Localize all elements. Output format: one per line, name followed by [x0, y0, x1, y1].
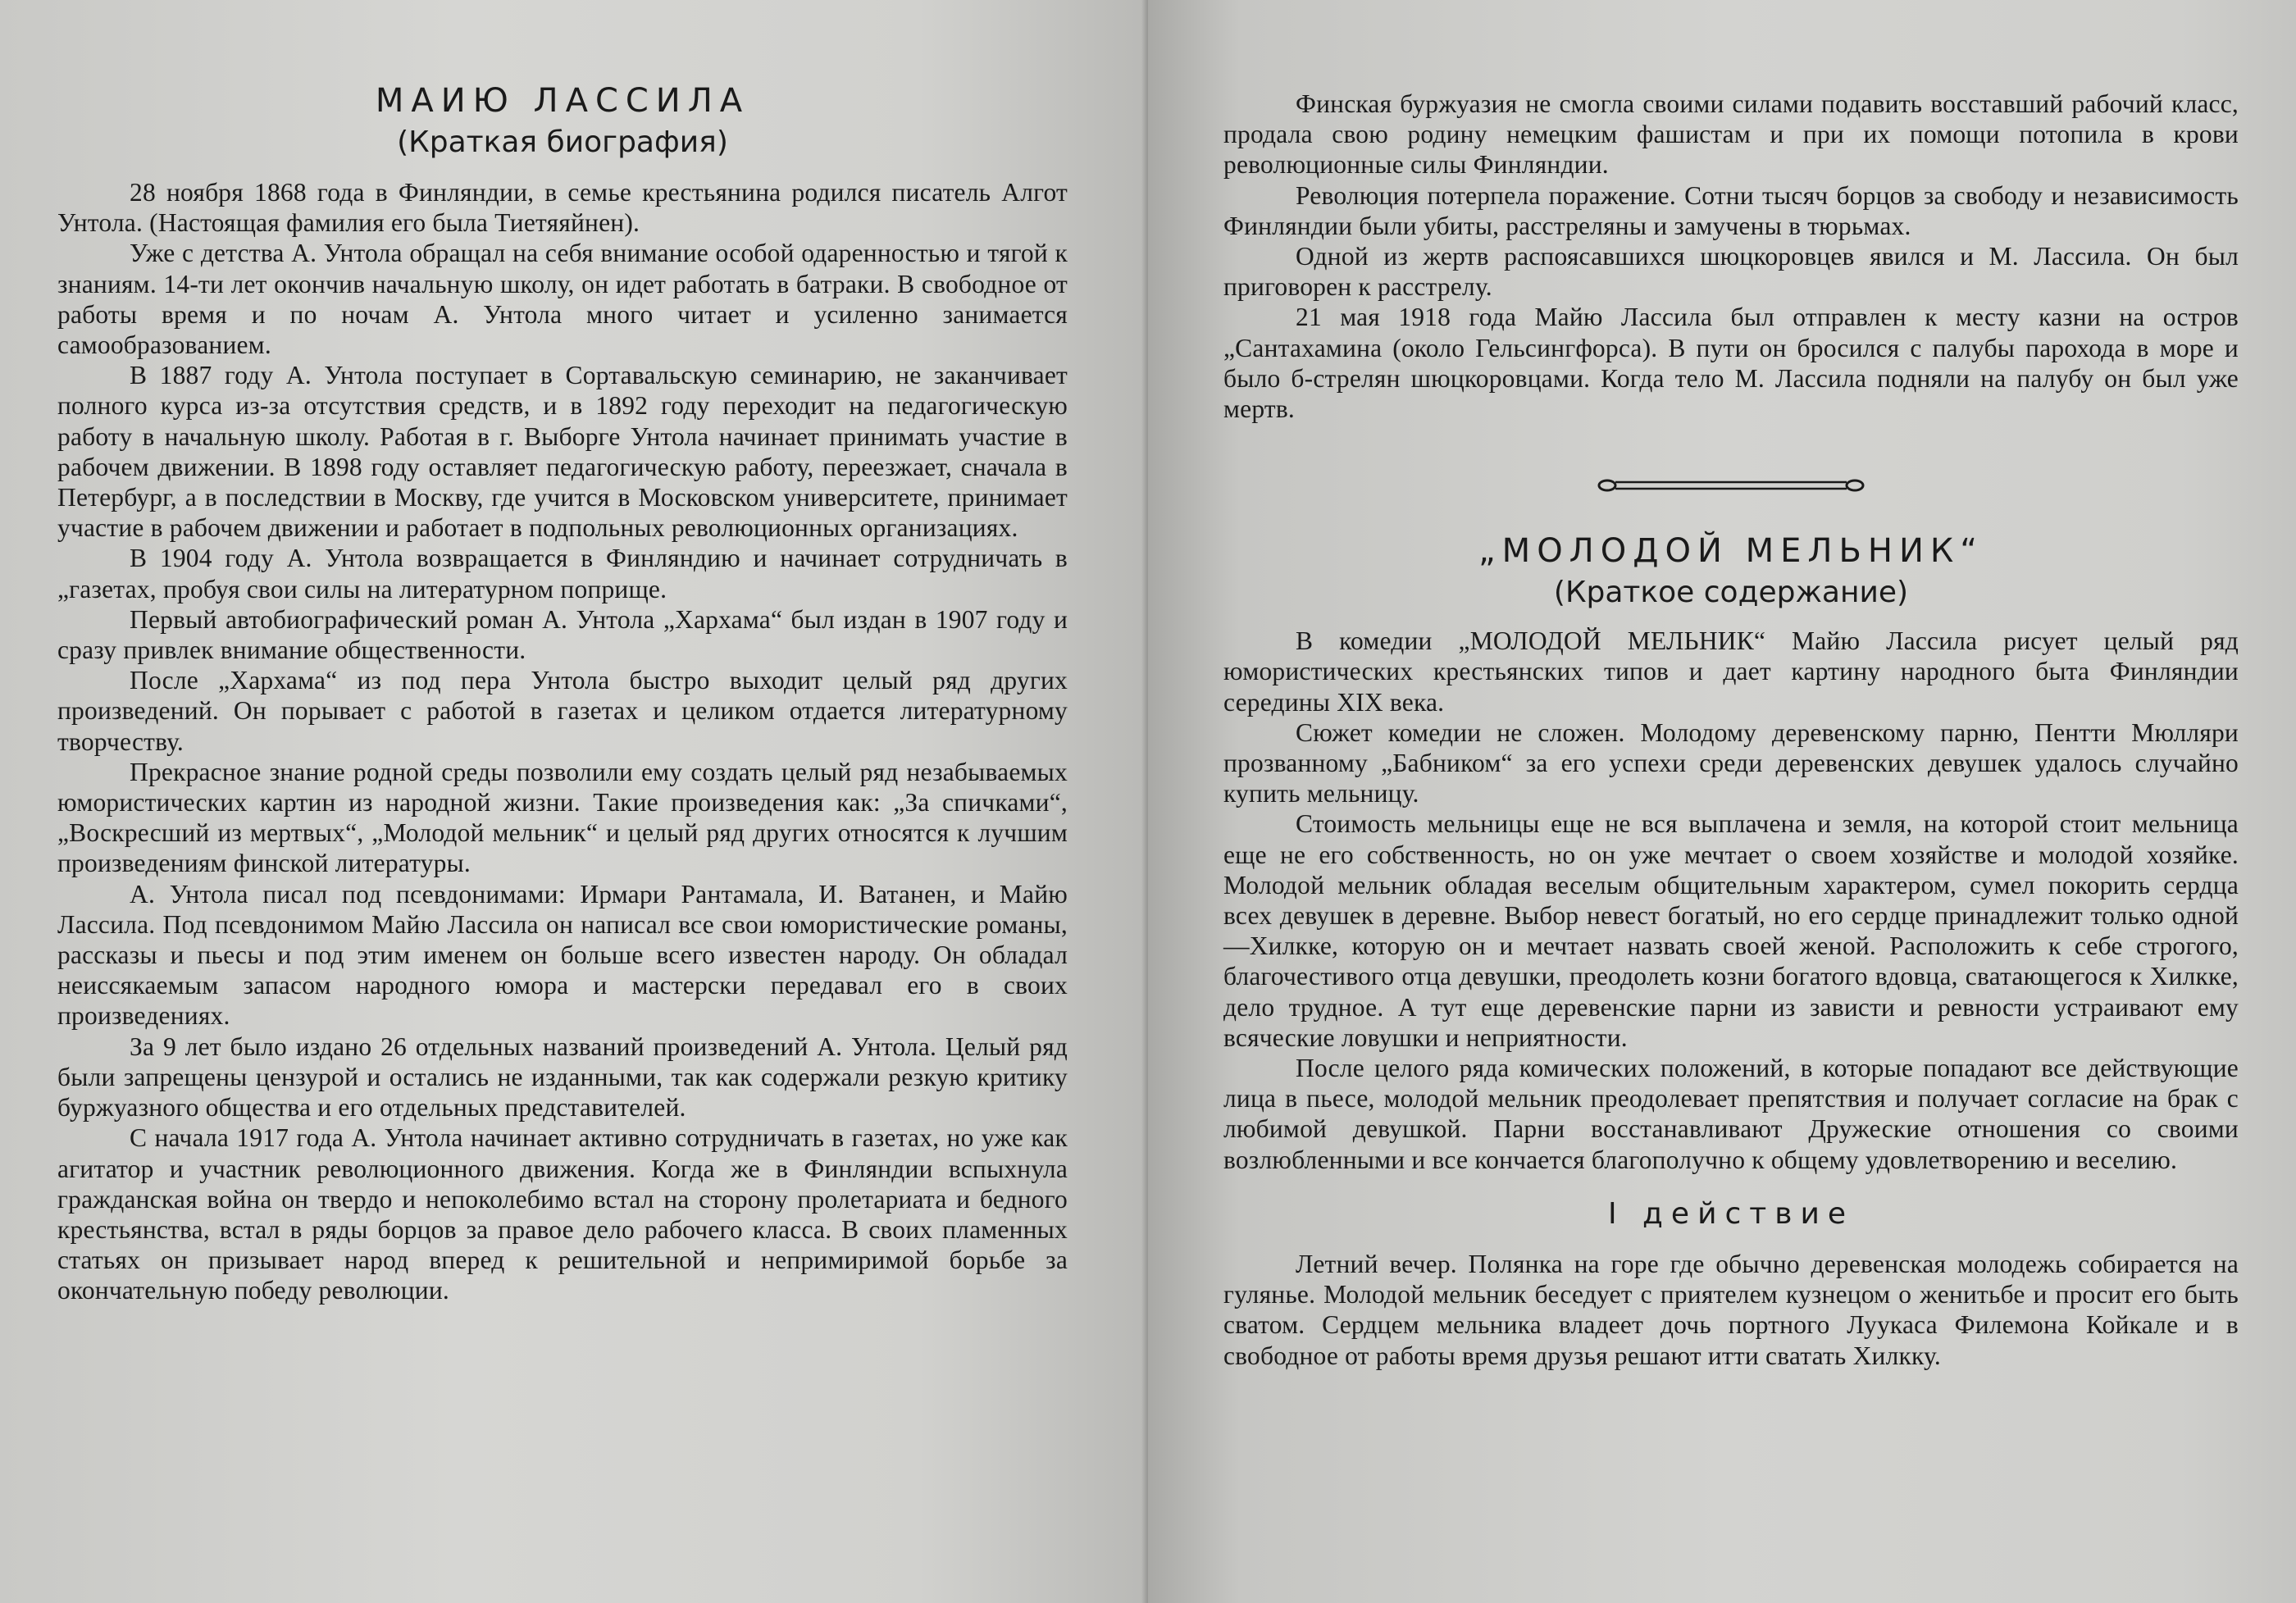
biography-paragraph: В 1904 году А. Унтола возвращается в Финляндию и начинает сотрудничать в „газетах, пробуя свои силы на литературном поприще.: [57, 544, 1068, 603]
biography-paragraph: Революция потерпела поражение. Сотни тысяч борцов за свободу и независимость Финляндии были убиты, расстреляны и замучены в тюрьмах.: [1223, 180, 2239, 240]
biography-paragraph: А. Унтола писал под псевдонимами: Ирмари Рантамала, И. Ватанен, и Майю Лассила. Под псевдонимом Майю Лассила он написал все свои юмористические романы, рассказы и пьесы и под этим именем он больше всего известен народу. Он обладал неиссякаемым запасом народного юмора и мастерски передавал его в своих произведениях.: [57, 879, 1068, 1031]
biography-subtitle: (Краткая биография): [397, 125, 728, 159]
ornament-divider-icon: [1596, 475, 1866, 496]
biography-paragraph: После „Хархама“ из под пера Унтола быстро выходит целый ряд других произведений. Он порывает с работой в газетах и целиком отдается литературному творчеству.: [57, 666, 1068, 756]
biography-paragraph: Прекрасное знание родной среды позволили ему создать целый ряд незабываемых юмористических картин из народной жизни. Такие произведения как: „За спичками“, „Воскресший из мертвых“, „Молодой мельник“ и целый ряд других относятся к лучшим произведениям финской литературы.: [57, 757, 1068, 878]
biography-paragraph: Уже с детства А. Унтола обращал на себя внимание особой одаренностью и тягой к знаниям. 14-ти лет окончив начальную школу, он идет работать в батраки. В свободное от работы время и по ночам А. Унтола много читает и усиленно занимается самообразованием.: [57, 239, 1068, 360]
biography-paragraph: 21 мая 1918 года Майю Лассила был отправлен к месту казни на остров „Сантахамина (около Гельсингфорса). В пути он бросился с палубы парохода в море и было б-стрелян шюцкоровцами. Когда тело М. Лассила подняли на палубу он был уже мертв.: [1223, 303, 2239, 424]
act-paragraph: Летний вечер. Полянка на горе где обычно деревенская молодежь собирается на гулянье. Молодой мельник беседует с приятелем кузнецом о женитьбе и просит его быть сватом. Сердцем мельника владеет дочь портного Луукаса Филемона Койкале и в свободное от работы время друзья решают итти сватать Хилкку.: [1223, 1249, 2239, 1370]
biography-continuation: [1223, 89, 2239, 424]
biography-paragraph: В 1887 году А. Унтола поступает в Сортавальскую семинарию, не заканчивает полного курса из-за отсутствия средств, и в 1892 году переходит на педагогическую работу в начальную школу. Работая в г. Выборге Унтола начинает принимать участие в рабочем движении. В 1898 году оставляет педагогическую работу, переезжает, сначала в Петербург, а в последствии в Москву, где учится в Московском университете, принимает участие в рабочем движении и работает в подпольных революционных организациях.: [57, 361, 1068, 543]
play-summary: [1223, 626, 2239, 1175]
play-subtitle: (Краткое содержание): [1553, 576, 1909, 610]
act-title: I действие: [1607, 1196, 1855, 1231]
act-text: [1223, 1249, 2239, 1371]
biography-paragraph: За 9 лет было издано 26 отдельных названий произведений А. Унтола. Целый ряд были запрещены цензурой и остались не изданными, так как содержали резкую критику буржуазного общества и его отдельных представителей.: [57, 1031, 1068, 1123]
summary-paragraph: В комедии „МОЛОДОЙ МЕЛЬНИК“ Майю Лассила рисует целый ряд юмористических крестьянских типов и дает картину народного быта Финляндии середины XIX века.: [1223, 626, 2239, 717]
biography-paragraph: Финская буржуазия не смогла своими силами подавить восставший рабочий класс, продала свою родину немецким фашистам и при их помощи потопила в крови революционные силы Финляндии.: [1223, 89, 2239, 180]
biography-title: МАИЮ ЛАССИЛА: [375, 82, 750, 120]
summary-paragraph: Сюжет комедии не сложен. Молодому деревенскому парню, Пентти Мюлляри прозванному „Бабником“ за его успехи среди деревенских девушек удалось случайно купить мельницу.: [1223, 717, 2239, 808]
play-title: „МОЛОДОЙ МЕЛЬНИК“: [1478, 532, 1984, 571]
biography-paragraph: С начала 1917 года А. Унтола начинает активно сотрудничать в газетах, но уже как агитатор и участник революционного движения. Когда же в Финляндии вспыхнула гражданская война он твердо и непоколебимо встал на сторону пролетариата и бедного крестьянства, встал в ряды борцов за правое дело рабочего класса. В своих пламенных статьях он призывает народ вперед к решительной и непримиримой борьбе за окончательную победу революции.: [57, 1123, 1068, 1305]
summary-paragraph: Стоимость мельницы еще не вся выплачена и земля, на которой стоит мельница еще не его собственность, но он уже мечтает о своем хозяйстве и молодой хозяйке. Молодой мельник обладая веселым общительным характером, сумел покорить сердца всех девушек в деревне. Выбор невест богатый, но его сердце принадлежит только одной—Хилкке, которую он и мечтает назвать своей женой. Расположить к себе строгого, благочестивого отца девушки, преодолеть козни богатого вдовца, сватающегося к Хилкке, дело трудное. А тут еще деревенские парни из зависти и ревности устраивают ему всяческие ловушки и неприятности.: [1223, 809, 2239, 1052]
biography-paragraph: Одной из жертв распоясавшихся шюцкоровцев явился и М. Лассила. Он был приговорен к расстрелу.: [1223, 242, 2239, 302]
biography-text: [57, 177, 1068, 1306]
biography-paragraph: Первый автобиографический роман А. Унтола „Хархама“ был издан в 1907 году и сразу привлек внимание общественности.: [57, 604, 1068, 665]
biography-paragraph: 28 ноября 1868 года в Финляндии, в семье крестьянина родился писатель Алгот Унтола. (Настоящая фамилия его была Тиетяяйнен).: [57, 178, 1068, 238]
summary-paragraph: После целого ряда комических положений, в которые попадают все действующие лица в пьесе, молодой мельник преодолевает препятствия и получает согласие на брак с любимой девушкой. Парни восстанавливают Дружеские отношения со своими возлюбленными и все кончается благополучно к общему удовлетворению и веселию.: [1223, 1054, 2239, 1174]
right-page: [1148, 0, 2296, 1603]
